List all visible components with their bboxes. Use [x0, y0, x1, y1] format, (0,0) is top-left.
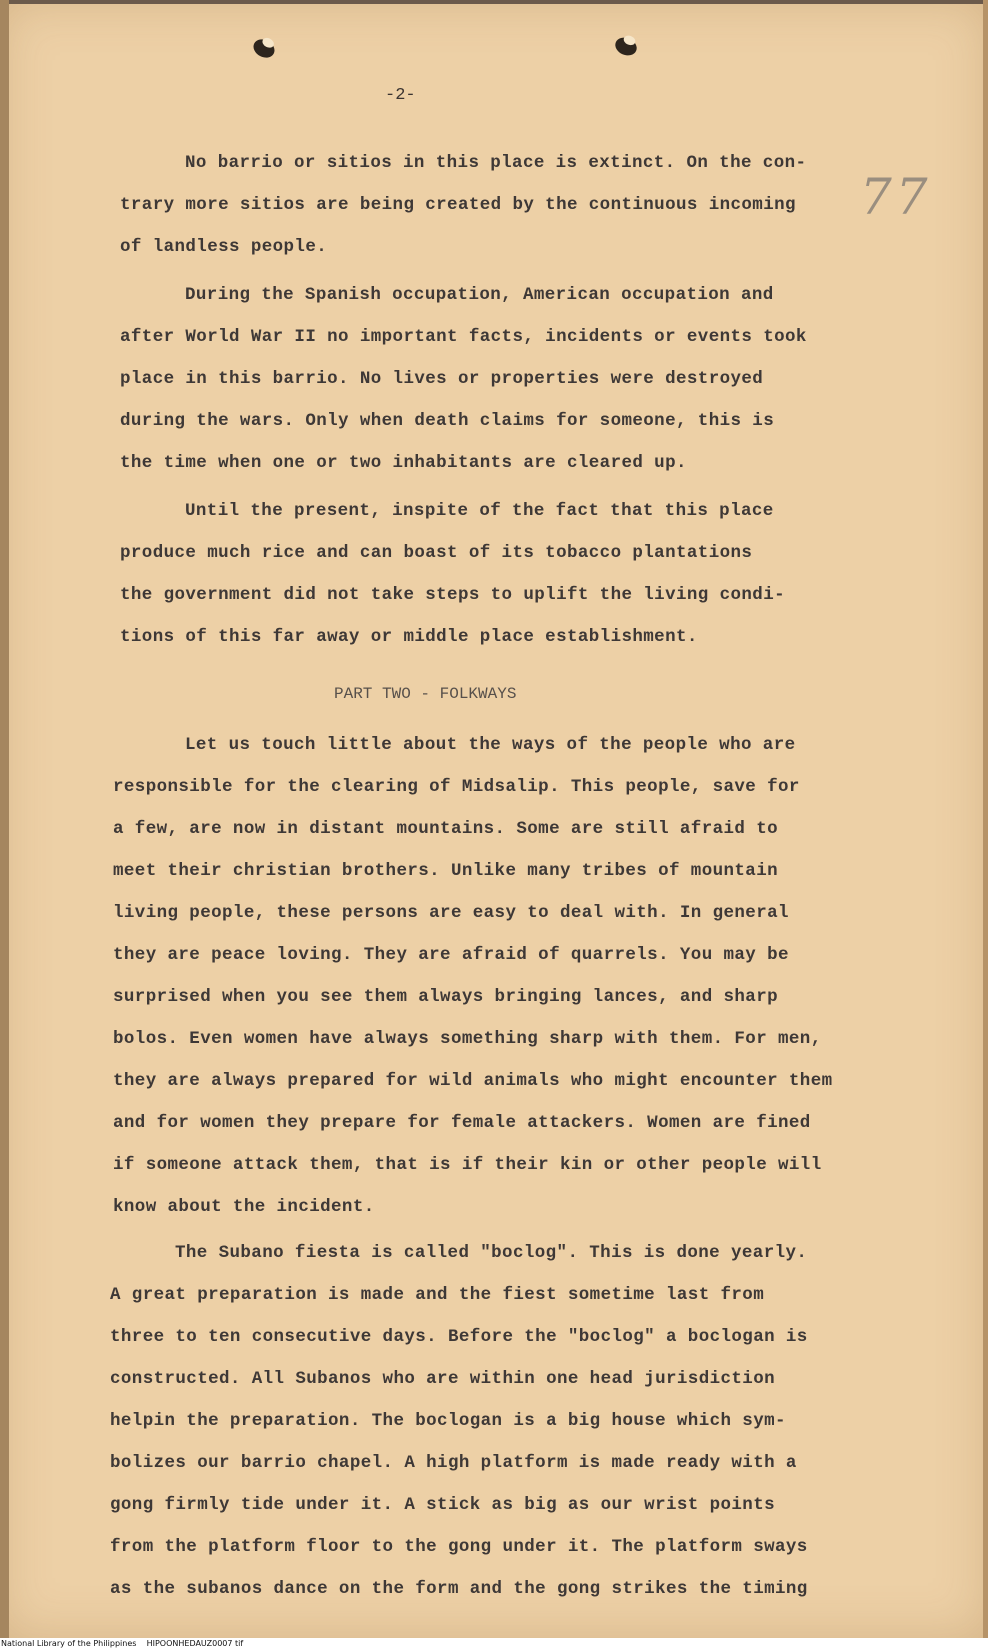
text-line: they are peace loving. They are afraid of quarrels. You may be: [113, 945, 789, 965]
text-line: responsible for the clearing of Midsalip. This people, save for: [113, 777, 800, 797]
text-line: know about the incident.: [113, 1197, 375, 1217]
text-line: surprised when you see them always bringing lances, and sharp: [113, 987, 779, 1007]
text-line: of landless people.: [120, 237, 328, 257]
text-line: a few, are now in distant mountains. Some are still afraid to: [113, 819, 779, 839]
text-line: the government did not take steps to uplift the living condi-: [120, 585, 786, 605]
page-top-edge: [0, 0, 988, 4]
text-line: bolos. Even women have always something sharp with them. For men,: [113, 1029, 822, 1049]
archive-footer: National Library of the Philippines HIPOONHEDAUZ0007 tif: [1, 1639, 244, 1648]
punch-hole-left: [250, 36, 277, 61]
text-line: constructed. All Subanos who are within one head jurisdiction: [110, 1369, 776, 1389]
text-line: during the wars. Only when death claims for someone, this is: [120, 411, 775, 431]
text-line: bolizes our barrio chapel. A high platform is made ready with a: [110, 1453, 797, 1473]
text-line: During the Spanish occupation, American occupation and: [185, 285, 774, 305]
text-line: tions of this far away or middle place establishment.: [120, 627, 698, 647]
text-line: three to ten consecutive days. Before the "boclog" a boclogan is: [110, 1327, 808, 1347]
text-line: if someone attack them, that is if their kin or other people will: [113, 1155, 822, 1175]
text-line: produce much rice and can boast of its tobacco plantations: [120, 543, 753, 563]
section-heading: PART TWO - FOLKWAYS: [334, 685, 517, 703]
text-line: and for women they prepare for female attackers. Women are fined: [113, 1113, 811, 1133]
text-line: No barrio or sitios in this place is extinct. On the con-: [185, 153, 807, 173]
text-line: trary more sitios are being created by the continuous incoming: [120, 195, 796, 215]
text-line: as the subanos dance on the form and the gong strikes the timing: [110, 1579, 808, 1599]
page-left-edge: [0, 0, 9, 1638]
text-line: The Subano fiesta is called "boclog". This is done yearly.: [175, 1243, 808, 1263]
page-right-edge: [983, 0, 988, 1638]
text-line: after World War II no important facts, incidents or events took: [120, 327, 807, 347]
page-number: -2-: [385, 86, 416, 105]
text-line: helpin the preparation. The boclogan is a big house which sym-: [110, 1411, 786, 1431]
text-line: from the platform floor to the gong under it. The platform sways: [110, 1537, 808, 1557]
text-line: A great preparation is made and the fiest sometime last from: [110, 1285, 765, 1305]
text-line: they are always prepared for wild animals who might encounter them: [113, 1071, 833, 1091]
text-line: meet their christian brothers. Unlike many tribes of mountain: [113, 861, 779, 881]
text-line: gong firmly tide under it. A stick as big as our wrist points: [110, 1495, 776, 1515]
text-line: the time when one or two inhabitants are cleared up.: [120, 453, 687, 473]
text-line: Until the present, inspite of the fact that this place: [185, 501, 774, 521]
text-line: Let us touch little about the ways of the people who are: [185, 735, 796, 755]
text-line: living people, these persons are easy to deal with. In general: [113, 903, 789, 923]
text-line: place in this barrio. No lives or properties were destroyed: [120, 369, 764, 389]
punch-hole-right: [613, 34, 640, 58]
handwritten-margin-note: 77: [860, 168, 932, 226]
